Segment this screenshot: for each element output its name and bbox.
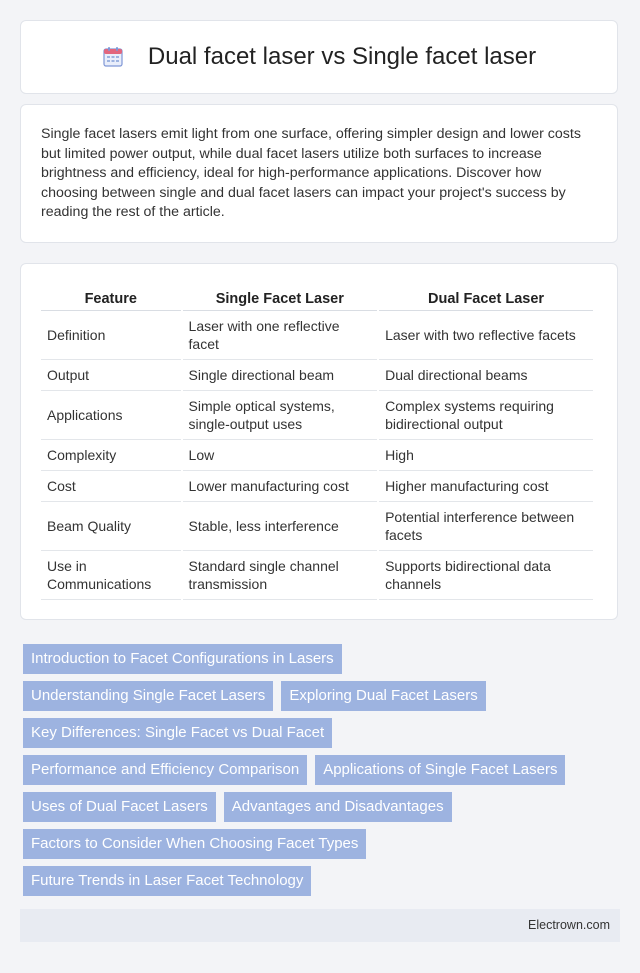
table-header-row [41, 284, 593, 311]
table-row [41, 551, 593, 600]
table-cell: Output [41, 360, 181, 391]
table-cell: Use in Communications [41, 551, 181, 600]
comparison-table [39, 284, 595, 600]
table-row [41, 471, 593, 502]
table-cell: Potential interference between facets [379, 502, 593, 551]
page-title: Dual facet laser vs Single facet laser [147, 43, 537, 70]
table-cell: Laser with two reflective facets [379, 311, 593, 360]
table-cell: Stable, less interference [183, 502, 378, 551]
table-cell: Cost [41, 471, 181, 502]
tag-key-differences[interactable]: Key Differences: Single Facet vs Dual Facet [23, 718, 332, 748]
tag-performance[interactable]: Performance and Efficiency Comparison [23, 755, 307, 785]
tag-introduction[interactable]: Introduction to Facet Configurations in Lasers [23, 644, 342, 674]
tag-uses-dual[interactable]: Uses of Dual Facet Lasers [23, 792, 216, 822]
table-header-dual: Dual Facet Laser [379, 284, 593, 311]
footer-site-name: Electrown.com [528, 918, 610, 932]
table-header-single: Single Facet Laser [183, 284, 378, 311]
tag-dual-facet[interactable]: Exploring Dual Facet Lasers [281, 681, 485, 711]
table-cell: Higher manufacturing cost [379, 471, 593, 502]
table-cell: Low [183, 440, 378, 471]
table-cell: Lower manufacturing cost [183, 471, 378, 502]
tag-advantages[interactable]: Advantages and Disadvantages [224, 792, 452, 822]
table-cell: Complexity [41, 440, 181, 471]
table-cell: Supports bidirectional data channels [379, 551, 593, 600]
table-row [41, 440, 593, 471]
table-cell: Complex systems requiring bidirectional output [379, 391, 593, 440]
tag-applications-single[interactable]: Applications of Single Facet Lasers [315, 755, 565, 785]
tag-factors[interactable]: Factors to Consider When Choosing Facet Types [23, 829, 366, 859]
table-row [41, 502, 593, 551]
table-cell: Applications [41, 391, 181, 440]
table-cell: Dual directional beams [379, 360, 593, 391]
topic-tags [23, 644, 613, 903]
table-row [41, 391, 593, 440]
table-header-feature: Feature [41, 284, 181, 311]
tag-future-trends[interactable]: Future Trends in Laser Facet Technology [23, 866, 311, 896]
comparison-table-card [20, 263, 618, 620]
table-cell: Standard single channel transmission [183, 551, 378, 600]
tag-single-facet[interactable]: Understanding Single Facet Lasers [23, 681, 273, 711]
table-cell: Simple optical systems, single-output uses [183, 391, 378, 440]
calendar-icon [102, 46, 124, 68]
table-row [41, 311, 593, 360]
intro-text: Single facet lasers emit light from one surface, offering simpler design and lower costs but limited power output, while dual facet lasers utilize both surfaces to increase brightness and efficiency, ideal for high-performance applications. Discover how choosing between single and dual facet lasers can impact your project's success by reading the rest of the article. [41, 126, 581, 221]
table-cell: High [379, 440, 593, 471]
table-cell: Beam Quality [41, 502, 181, 551]
table-row [41, 360, 593, 391]
table-cell: Single directional beam [183, 360, 378, 391]
footer [20, 909, 620, 942]
table-cell: Laser with one reflective facet [183, 311, 378, 360]
intro-card [20, 104, 618, 243]
title-card [20, 20, 618, 94]
table-cell: Definition [41, 311, 181, 360]
